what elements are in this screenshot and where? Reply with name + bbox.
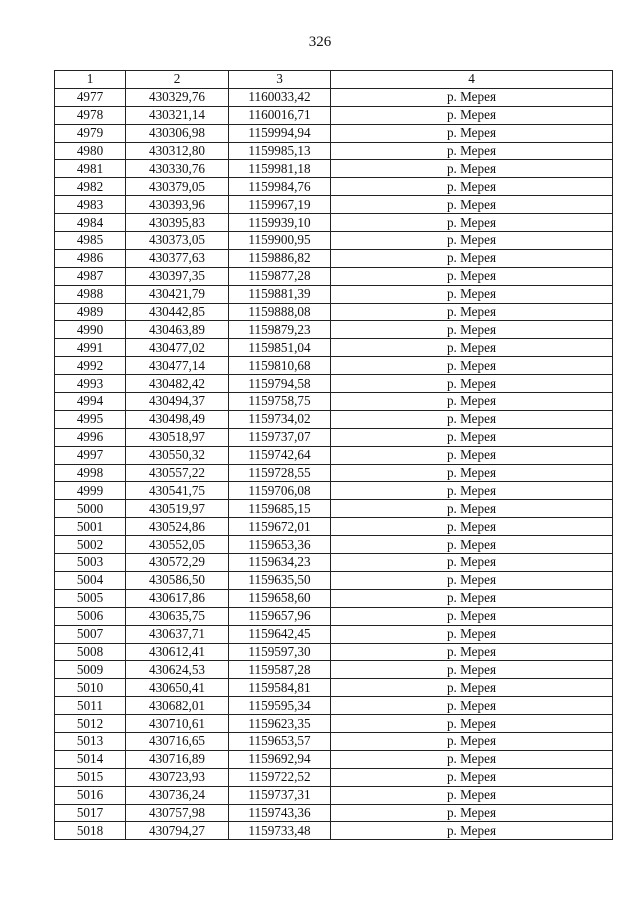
y-coordinate-cell: 1159642,45	[229, 625, 331, 643]
x-coordinate-cell: 430541,75	[126, 482, 229, 500]
feature-name-cell: р. Мерея	[331, 607, 613, 625]
x-coordinate-cell: 430393,96	[126, 196, 229, 214]
x-coordinate-cell: 430312,80	[126, 142, 229, 160]
y-coordinate-cell: 1159810,68	[229, 357, 331, 375]
y-coordinate-cell: 1159985,13	[229, 142, 331, 160]
y-coordinate-cell: 1159672,01	[229, 518, 331, 536]
point-number-cell: 4992	[55, 357, 126, 375]
x-coordinate-cell: 430494,37	[126, 393, 229, 411]
column-header-1: 1	[55, 71, 126, 89]
y-coordinate-cell: 1159794,58	[229, 375, 331, 393]
y-coordinate-cell: 1159587,28	[229, 661, 331, 679]
feature-name-cell: р. Мерея	[331, 285, 613, 303]
feature-name-cell: р. Мерея	[331, 393, 613, 411]
table-row	[55, 124, 613, 142]
feature-name-cell: р. Мерея	[331, 446, 613, 464]
table-row	[55, 232, 613, 250]
table-row	[55, 464, 613, 482]
point-number-cell: 4989	[55, 303, 126, 321]
x-coordinate-cell: 430710,61	[126, 715, 229, 733]
y-coordinate-cell: 1159722,52	[229, 768, 331, 786]
x-coordinate-cell: 430550,32	[126, 446, 229, 464]
x-coordinate-cell: 430397,35	[126, 267, 229, 285]
point-number-cell: 4995	[55, 410, 126, 428]
x-coordinate-cell: 430321,14	[126, 106, 229, 124]
x-coordinate-cell: 430442,85	[126, 303, 229, 321]
table-row	[55, 410, 613, 428]
table-row	[55, 321, 613, 339]
y-coordinate-cell: 1159635,50	[229, 571, 331, 589]
x-coordinate-cell: 430586,50	[126, 571, 229, 589]
y-coordinate-cell: 1159737,31	[229, 786, 331, 804]
point-number-cell: 5018	[55, 822, 126, 840]
column-header-3: 3	[229, 71, 331, 89]
point-number-cell: 4990	[55, 321, 126, 339]
point-number-cell: 5011	[55, 697, 126, 715]
point-number-cell: 5006	[55, 607, 126, 625]
feature-name-cell: р. Мерея	[331, 178, 613, 196]
feature-name-cell: р. Мерея	[331, 804, 613, 822]
point-number-cell: 5004	[55, 571, 126, 589]
table-row	[55, 697, 613, 715]
feature-name-cell: р. Мерея	[331, 625, 613, 643]
point-number-cell: 4979	[55, 124, 126, 142]
feature-name-cell: р. Мерея	[331, 339, 613, 357]
point-number-cell: 4983	[55, 196, 126, 214]
feature-name-cell: р. Мерея	[331, 715, 613, 733]
table-row	[55, 607, 613, 625]
x-coordinate-cell: 430463,89	[126, 321, 229, 339]
table-row	[55, 249, 613, 267]
table-row	[55, 88, 613, 106]
x-coordinate-cell: 430482,42	[126, 375, 229, 393]
column-header-2: 2	[126, 71, 229, 89]
table-row	[55, 196, 613, 214]
table-row	[55, 571, 613, 589]
feature-name-cell: р. Мерея	[331, 661, 613, 679]
table-row	[55, 160, 613, 178]
feature-name-cell: р. Мерея	[331, 106, 613, 124]
point-number-cell: 5010	[55, 679, 126, 697]
point-number-cell: 5008	[55, 643, 126, 661]
y-coordinate-cell: 1159584,81	[229, 679, 331, 697]
feature-name-cell: р. Мерея	[331, 375, 613, 393]
x-coordinate-cell: 430329,76	[126, 88, 229, 106]
table-row	[55, 428, 613, 446]
y-coordinate-cell: 1159692,94	[229, 750, 331, 768]
x-coordinate-cell: 430377,63	[126, 249, 229, 267]
table-row	[55, 267, 613, 285]
point-number-cell: 5000	[55, 500, 126, 518]
feature-name-cell: р. Мерея	[331, 142, 613, 160]
y-coordinate-cell: 1159879,23	[229, 321, 331, 339]
y-coordinate-cell: 1159758,75	[229, 393, 331, 411]
feature-name-cell: р. Мерея	[331, 786, 613, 804]
table-body	[55, 88, 613, 839]
table-row	[55, 518, 613, 536]
x-coordinate-cell: 430477,02	[126, 339, 229, 357]
point-number-cell: 4991	[55, 339, 126, 357]
table-row	[55, 750, 613, 768]
table-row	[55, 142, 613, 160]
table-row	[55, 339, 613, 357]
table-row	[55, 679, 613, 697]
point-number-cell: 4993	[55, 375, 126, 393]
x-coordinate-cell: 430518,97	[126, 428, 229, 446]
y-coordinate-cell: 1159734,02	[229, 410, 331, 428]
feature-name-cell: р. Мерея	[331, 500, 613, 518]
table-row	[55, 643, 613, 661]
y-coordinate-cell: 1159851,04	[229, 339, 331, 357]
point-number-cell: 4997	[55, 446, 126, 464]
table-row	[55, 804, 613, 822]
point-number-cell: 4978	[55, 106, 126, 124]
header-row	[55, 71, 613, 89]
feature-name-cell: р. Мерея	[331, 410, 613, 428]
point-number-cell: 4987	[55, 267, 126, 285]
point-number-cell: 4986	[55, 249, 126, 267]
y-coordinate-cell: 1159623,35	[229, 715, 331, 733]
x-coordinate-cell: 430395,83	[126, 214, 229, 232]
x-coordinate-cell: 430794,27	[126, 822, 229, 840]
x-coordinate-cell: 430716,65	[126, 732, 229, 750]
x-coordinate-cell: 430757,98	[126, 804, 229, 822]
x-coordinate-cell: 430519,97	[126, 500, 229, 518]
point-number-cell: 4988	[55, 285, 126, 303]
feature-name-cell: р. Мерея	[331, 518, 613, 536]
feature-name-cell: р. Мерея	[331, 428, 613, 446]
x-coordinate-cell: 430373,05	[126, 232, 229, 250]
feature-name-cell: р. Мерея	[331, 303, 613, 321]
y-coordinate-cell: 1159742,64	[229, 446, 331, 464]
x-coordinate-cell: 430650,41	[126, 679, 229, 697]
feature-name-cell: р. Мерея	[331, 768, 613, 786]
y-coordinate-cell: 1159743,36	[229, 804, 331, 822]
table-row	[55, 661, 613, 679]
feature-name-cell: р. Мерея	[331, 124, 613, 142]
x-coordinate-cell: 430498,49	[126, 410, 229, 428]
y-coordinate-cell: 1159900,95	[229, 232, 331, 250]
feature-name-cell: р. Мерея	[331, 571, 613, 589]
y-coordinate-cell: 1159597,30	[229, 643, 331, 661]
table-row	[55, 446, 613, 464]
feature-name-cell: р. Мерея	[331, 357, 613, 375]
point-number-cell: 5013	[55, 732, 126, 750]
feature-name-cell: р. Мерея	[331, 160, 613, 178]
point-number-cell: 4996	[55, 428, 126, 446]
y-coordinate-cell: 1159737,07	[229, 428, 331, 446]
x-coordinate-cell: 430524,86	[126, 518, 229, 536]
feature-name-cell: р. Мерея	[331, 267, 613, 285]
x-coordinate-cell: 430635,75	[126, 607, 229, 625]
y-coordinate-cell: 1160016,71	[229, 106, 331, 124]
point-number-cell: 4980	[55, 142, 126, 160]
table-row	[55, 106, 613, 124]
table-row	[55, 357, 613, 375]
y-coordinate-cell: 1159706,08	[229, 482, 331, 500]
table-row	[55, 768, 613, 786]
y-coordinate-cell: 1159881,39	[229, 285, 331, 303]
table-row	[55, 214, 613, 232]
x-coordinate-cell: 430682,01	[126, 697, 229, 715]
x-coordinate-cell: 430379,05	[126, 178, 229, 196]
point-number-cell: 5012	[55, 715, 126, 733]
point-number-cell: 4977	[55, 88, 126, 106]
y-coordinate-cell: 1159634,23	[229, 554, 331, 572]
point-number-cell: 5007	[55, 625, 126, 643]
feature-name-cell: р. Мерея	[331, 88, 613, 106]
x-coordinate-cell: 430421,79	[126, 285, 229, 303]
point-number-cell: 4985	[55, 232, 126, 250]
y-coordinate-cell: 1159939,10	[229, 214, 331, 232]
table-row	[55, 285, 613, 303]
feature-name-cell: р. Мерея	[331, 697, 613, 715]
y-coordinate-cell: 1159981,18	[229, 160, 331, 178]
x-coordinate-cell: 430306,98	[126, 124, 229, 142]
table-row	[55, 822, 613, 840]
y-coordinate-cell: 1159653,36	[229, 536, 331, 554]
feature-name-cell: р. Мерея	[331, 482, 613, 500]
feature-name-cell: р. Мерея	[331, 321, 613, 339]
table-row	[55, 625, 613, 643]
feature-name-cell: р. Мерея	[331, 232, 613, 250]
table-row	[55, 554, 613, 572]
feature-name-cell: р. Мерея	[331, 196, 613, 214]
table-row	[55, 715, 613, 733]
y-coordinate-cell: 1159653,57	[229, 732, 331, 750]
y-coordinate-cell: 1159657,96	[229, 607, 331, 625]
x-coordinate-cell: 430723,93	[126, 768, 229, 786]
y-coordinate-cell: 1159994,94	[229, 124, 331, 142]
point-number-cell: 4981	[55, 160, 126, 178]
column-header-4: 4	[331, 71, 613, 89]
x-coordinate-cell: 430624,53	[126, 661, 229, 679]
y-coordinate-cell: 1159685,15	[229, 500, 331, 518]
point-number-cell: 5003	[55, 554, 126, 572]
table-row	[55, 732, 613, 750]
y-coordinate-cell: 1159967,19	[229, 196, 331, 214]
table-row	[55, 500, 613, 518]
point-number-cell: 5005	[55, 589, 126, 607]
x-coordinate-cell: 430557,22	[126, 464, 229, 482]
feature-name-cell: р. Мерея	[331, 750, 613, 768]
table-row	[55, 178, 613, 196]
coordinates-table	[54, 70, 613, 840]
y-coordinate-cell: 1159888,08	[229, 303, 331, 321]
x-coordinate-cell: 430617,86	[126, 589, 229, 607]
point-number-cell: 4994	[55, 393, 126, 411]
x-coordinate-cell: 430477,14	[126, 357, 229, 375]
y-coordinate-cell: 1159658,60	[229, 589, 331, 607]
y-coordinate-cell: 1159984,76	[229, 178, 331, 196]
point-number-cell: 4998	[55, 464, 126, 482]
feature-name-cell: р. Мерея	[331, 822, 613, 840]
table-row	[55, 375, 613, 393]
feature-name-cell: р. Мерея	[331, 732, 613, 750]
feature-name-cell: р. Мерея	[331, 643, 613, 661]
table-row	[55, 536, 613, 554]
y-coordinate-cell: 1159733,48	[229, 822, 331, 840]
y-coordinate-cell: 1159728,55	[229, 464, 331, 482]
table-row	[55, 786, 613, 804]
x-coordinate-cell: 430330,76	[126, 160, 229, 178]
feature-name-cell: р. Мерея	[331, 214, 613, 232]
table-row	[55, 393, 613, 411]
feature-name-cell: р. Мерея	[331, 679, 613, 697]
table-row	[55, 589, 613, 607]
x-coordinate-cell: 430572,29	[126, 554, 229, 572]
point-number-cell: 5001	[55, 518, 126, 536]
point-number-cell: 5002	[55, 536, 126, 554]
y-coordinate-cell: 1159886,82	[229, 249, 331, 267]
y-coordinate-cell: 1159595,34	[229, 697, 331, 715]
y-coordinate-cell: 1159877,28	[229, 267, 331, 285]
x-coordinate-cell: 430612,41	[126, 643, 229, 661]
point-number-cell: 4982	[55, 178, 126, 196]
point-number-cell: 4999	[55, 482, 126, 500]
feature-name-cell: р. Мерея	[331, 464, 613, 482]
point-number-cell: 5017	[55, 804, 126, 822]
feature-name-cell: р. Мерея	[331, 554, 613, 572]
y-coordinate-cell: 1160033,42	[229, 88, 331, 106]
point-number-cell: 5015	[55, 768, 126, 786]
point-number-cell: 5009	[55, 661, 126, 679]
x-coordinate-cell: 430716,89	[126, 750, 229, 768]
x-coordinate-cell: 430736,24	[126, 786, 229, 804]
page-number: 326	[308, 34, 332, 50]
feature-name-cell: р. Мерея	[331, 536, 613, 554]
feature-name-cell: р. Мерея	[331, 589, 613, 607]
x-coordinate-cell: 430637,71	[126, 625, 229, 643]
point-number-cell: 5016	[55, 786, 126, 804]
point-number-cell: 4984	[55, 214, 126, 232]
table-row	[55, 482, 613, 500]
table-header	[55, 71, 613, 89]
x-coordinate-cell: 430552,05	[126, 536, 229, 554]
feature-name-cell: р. Мерея	[331, 249, 613, 267]
table-row	[55, 303, 613, 321]
point-number-cell: 5014	[55, 750, 126, 768]
